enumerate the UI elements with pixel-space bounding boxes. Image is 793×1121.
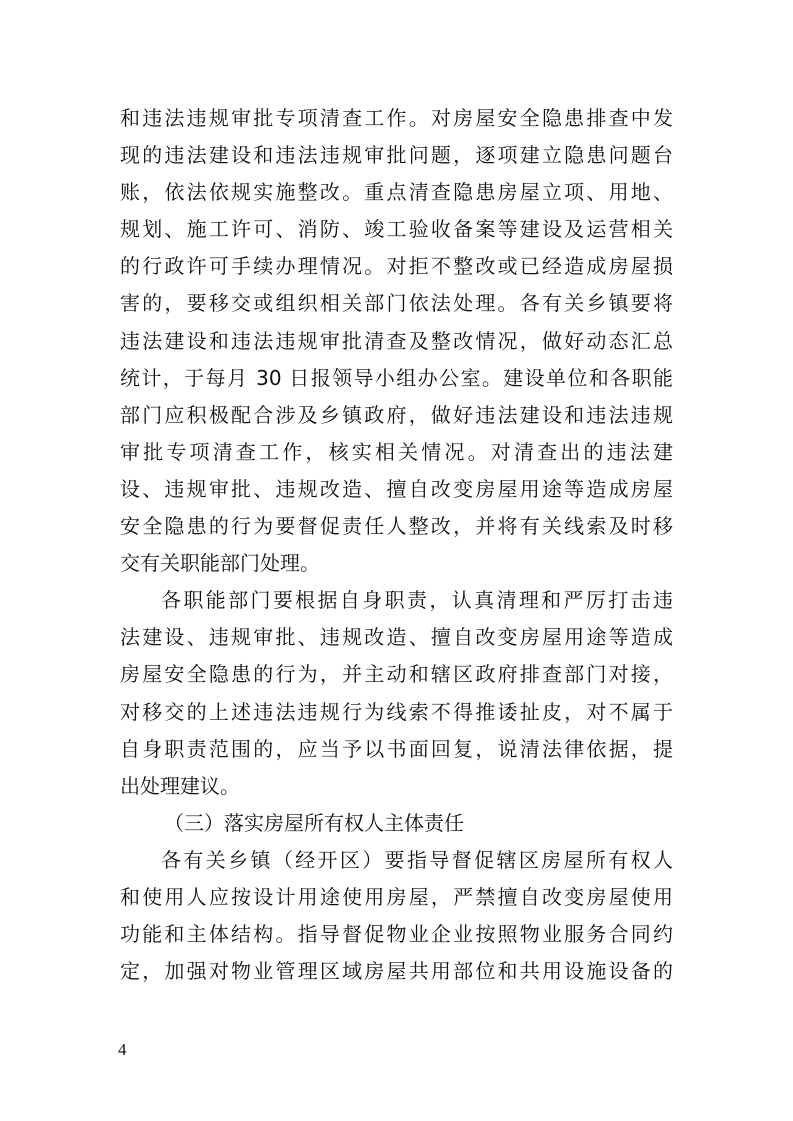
text-line: 自身职责范围的，应当予以书面回复，说清法律依据，提	[120, 736, 673, 761]
heading-text: （三）落实房屋所有权人主体责任	[164, 810, 464, 835]
text-line: 法建设、违规审批、违规改造、擅自改变房屋用途等造成	[120, 625, 673, 650]
text-line: 和违法违规审批专项清查工作。对房屋安全隐患排查中发	[120, 106, 673, 130]
text-line: 对移交的上述违法违规行为线索不得推诿扯皮，对不属于	[120, 699, 673, 724]
text-line: 房屋安全隐患的行为，并主动和辖区政府排查部门对接，	[120, 662, 673, 687]
text-line: 定，加强对物业管理区域房屋共用部位和共用设施设备的	[120, 959, 673, 984]
text-line: 设、违规审批、违规改造、擅自改变房屋用途等造成房屋	[120, 476, 673, 501]
paragraph	[120, 100, 673, 582]
page-number: 4	[118, 1040, 127, 1059]
paragraph	[120, 582, 673, 805]
text-line: 审批专项清查工作，核实相关情况。对清查出的违法建	[120, 439, 673, 464]
text-line: 现的违法建设和违法违规审批问题，逐项建立隐患问题台	[120, 143, 673, 168]
text-line: 功能和主体结构。指导督促物业企业按照物业服务合同约	[120, 922, 673, 947]
document-body	[120, 100, 673, 990]
text-line: 出处理建议。	[120, 773, 240, 798]
text-line: 交有关职能部门处理。	[120, 551, 320, 576]
text-line: 违法建设和违法违规审批清查及整改情况，做好动态汇总	[120, 328, 673, 353]
text-line: 统计，于每月 30 日报领导小组办公室。建设单位和各职能	[120, 365, 673, 390]
text-line: 各有关乡镇（经开区）要指导督促辖区房屋所有权人	[161, 847, 673, 872]
text-line: 部门应积极配合涉及乡镇政府，做好违法建设和违法违规	[120, 402, 673, 427]
text-line: 规划、施工许可、消防、竣工验收备案等建设及运营相关	[120, 217, 673, 242]
text-line: 害的，要移交或组织相关部门依法处理。各有关乡镇要将	[120, 291, 673, 316]
text-line: 各职能部门要根据自身职责，认真清理和严厉打击违	[161, 588, 673, 613]
paragraph	[120, 842, 673, 990]
text-line: 账，依法依规实施整改。重点清查隐患房屋立项、用地、	[120, 180, 673, 205]
section-heading	[120, 805, 673, 842]
text-line: 和使用人应按设计用途使用房屋，严禁擅自改变房屋使用	[120, 884, 673, 909]
text-line: 安全隐患的行为要督促责任人整改，并将有关线索及时移	[120, 514, 673, 539]
text-line: 的行政许可手续办理情况。对拒不整改或已经造成房屋损	[120, 254, 673, 279]
